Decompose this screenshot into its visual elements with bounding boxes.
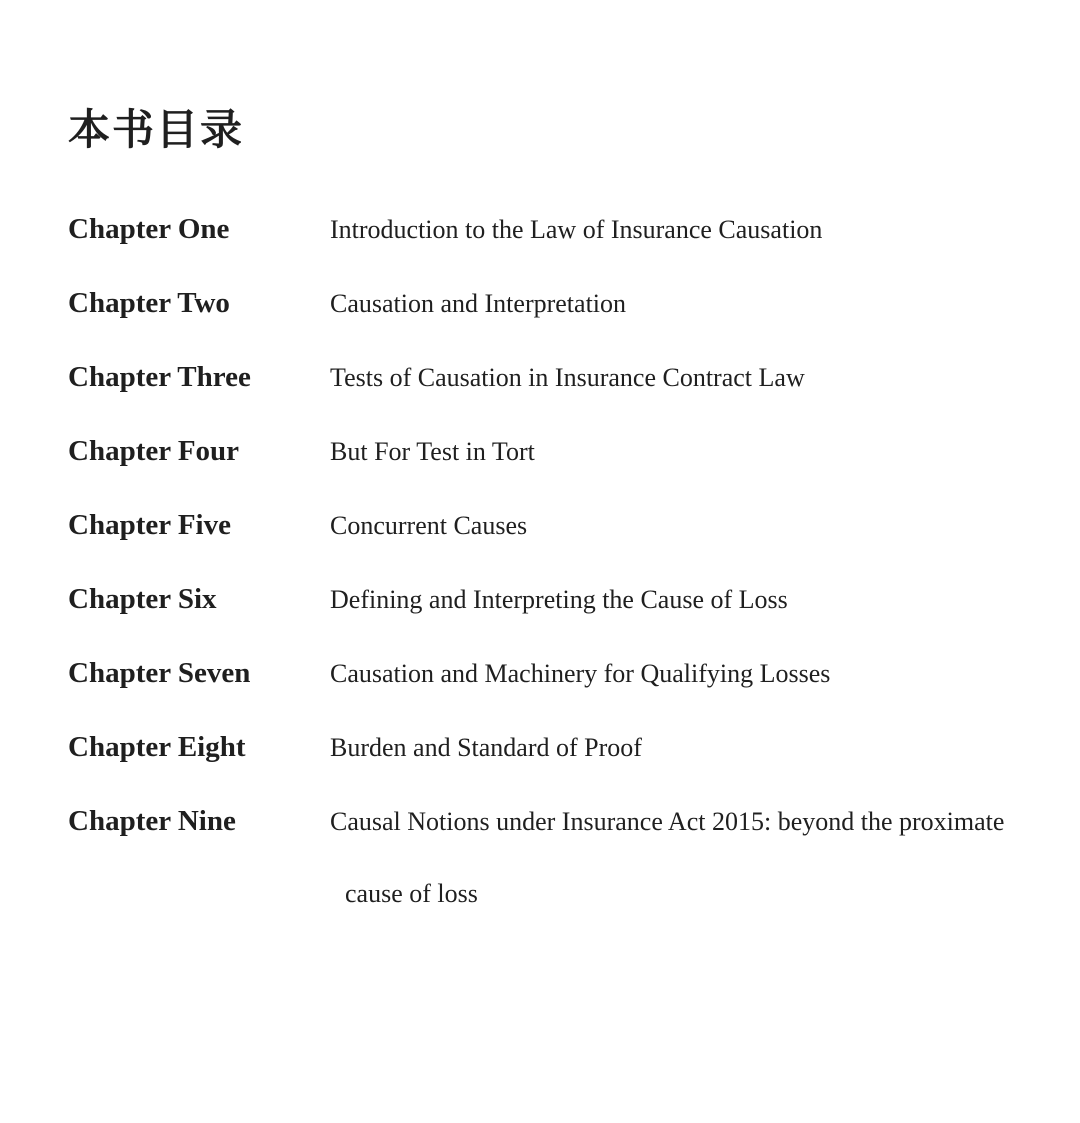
chapter-label: Chapter Nine: [68, 805, 236, 837]
chapter-title: Causation and Interpretation: [330, 289, 627, 318]
chapter-label: Chapter Six: [68, 583, 217, 615]
toc-row: [68, 360, 1060, 395]
page-title: 本书目录: [68, 108, 245, 154]
chapter-label: Chapter Eight: [68, 731, 246, 763]
toc-row: [68, 656, 1060, 691]
chapter-title: Causation and Machinery for Qualifying Losses: [330, 659, 831, 688]
chapter-title-line1: Causal Notions under Insurance Act 2015: beyond the proximate: [330, 807, 1005, 836]
toc-list: [68, 212, 1060, 911]
toc-row: [68, 212, 1060, 247]
chapter-label: Chapter Two: [68, 287, 230, 319]
toc-row: [68, 434, 1060, 469]
chapter-title: Introduction to the Law of Insurance Causation: [330, 215, 823, 244]
chapter-title: Tests of Causation in Insurance Contract Law: [330, 363, 805, 392]
chapter-label: Chapter Three: [68, 361, 251, 393]
chapter-title: Burden and Standard of Proof: [330, 733, 642, 762]
chapter-title: Concurrent Causes: [330, 511, 528, 540]
chapter-title-continuation: cause of loss: [345, 879, 478, 908]
chapter-label: Chapter Seven: [68, 657, 251, 689]
chapter-title: Defining and Interpreting the Cause of Loss: [330, 585, 788, 614]
chapter-title: [330, 805, 1004, 911]
toc-row: [68, 582, 1060, 617]
toc-row: [68, 730, 1060, 765]
toc-row: [68, 286, 1060, 321]
chapter-title: But For Test in Tort: [330, 437, 535, 466]
toc-row: [68, 804, 1060, 911]
toc-row: [68, 508, 1060, 543]
chapter-label: Chapter Five: [68, 509, 231, 541]
chapter-label: Chapter One: [68, 213, 230, 245]
chapter-label: Chapter Four: [68, 435, 240, 467]
